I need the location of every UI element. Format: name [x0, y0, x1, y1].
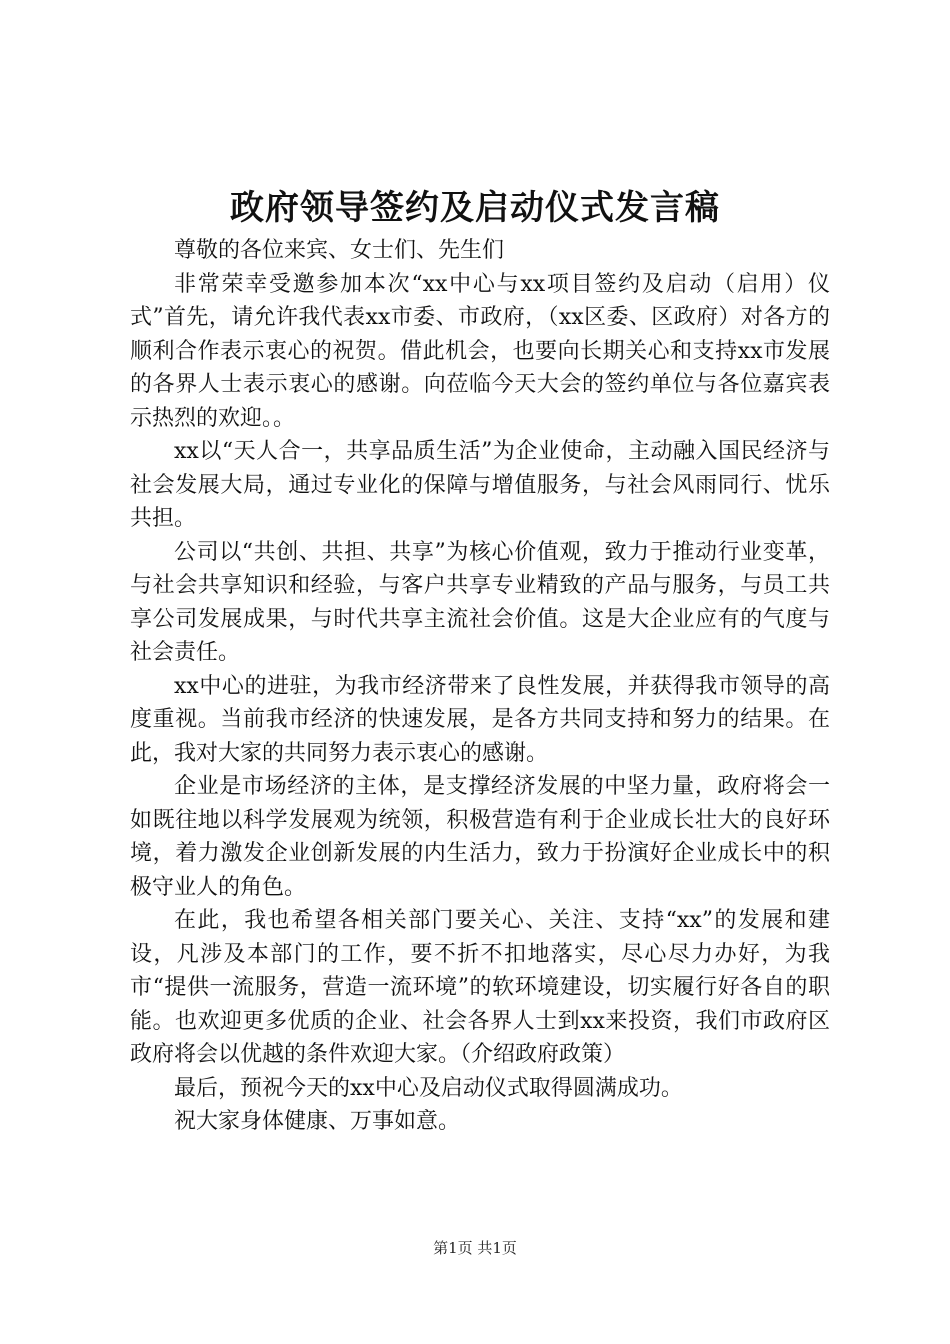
- page-footer: 第1页 共1页: [433, 1239, 517, 1257]
- paragraph-wishes: 祝大家身体健康、万事如意。: [174, 1109, 461, 1134]
- paragraph-development: xx中心的进驻，为我市经济带来了良性发展，并获得我市领导的高度重视。当前我市经济的快速发展，是各方共同支持和努力的结果。在此，我对大家的共同努力表示衷心的感谢。: [130, 673, 830, 766]
- document-body: [130, 234, 830, 1139]
- paragraph-departments: 在此，我也希望各相关部门要关心、关注、支持“xx”的发展和建设，凡涉及本部门的工作，要不折不扣地落实，尽心尽力办好，为我市“提供一流服务，营造一流环境”的软环境建设，切实履行好各自的职能。也欢迎更多优质的企业、社会各界人士到xx来投资，我们市政府区政府将会以优越的条件欢迎大家。（介绍政府政策）: [130, 908, 830, 1067]
- paragraph-values: 公司以“共创、共担、共享”为核心价值观，致力于推动行业变革，与社会共享知识和经验，与客户共享专业精致的产品与服务，与员工共享公司发展成果，与时代共享主流社会价值。这是大企业应有的气度与社会责任。: [130, 539, 830, 665]
- paragraph-mission: xx以“天人合一，共享品质生活”为企业使命，主动融入国民经济与社会发展大局，通过专业化的保障与增值服务，与社会风雨同行、忧乐共担。: [130, 439, 830, 531]
- document-title: 政府领导签约及启动仪式发言稿: [230, 188, 720, 228]
- paragraph-opening: 非常荣幸受邀参加本次“xx中心与xx项目签约及启动（启用）仪式”首先，请允许我代表xx市委、市政府，（xx区委、区政府）对各方的顺利合作表示衷心的祝贺。借此机会，也要向长期关心和支持xx市发展的各界人士表示衷心的感谢。向莅临今天大会的签约单位与各位嘉宾表示热烈的欢迎。。: [130, 271, 830, 431]
- paragraph-greeting: 尊敬的各位来宾、女士们、先生们: [174, 238, 505, 263]
- paragraph-enterprise: 企业是市场经济的主体，是支撑经济发展的中坚力量，政府将会一如既往地以科学发展观为统领，积极营造有利于企业成长壮大的良好环境，着力激发企业创新发展的内生活力，致力于扮演好企业成长中的积极守业人的角色。: [130, 774, 830, 900]
- paragraph-closing: 最后，预祝今天的xx中心及启动仪式取得圆满成功。: [174, 1075, 683, 1101]
